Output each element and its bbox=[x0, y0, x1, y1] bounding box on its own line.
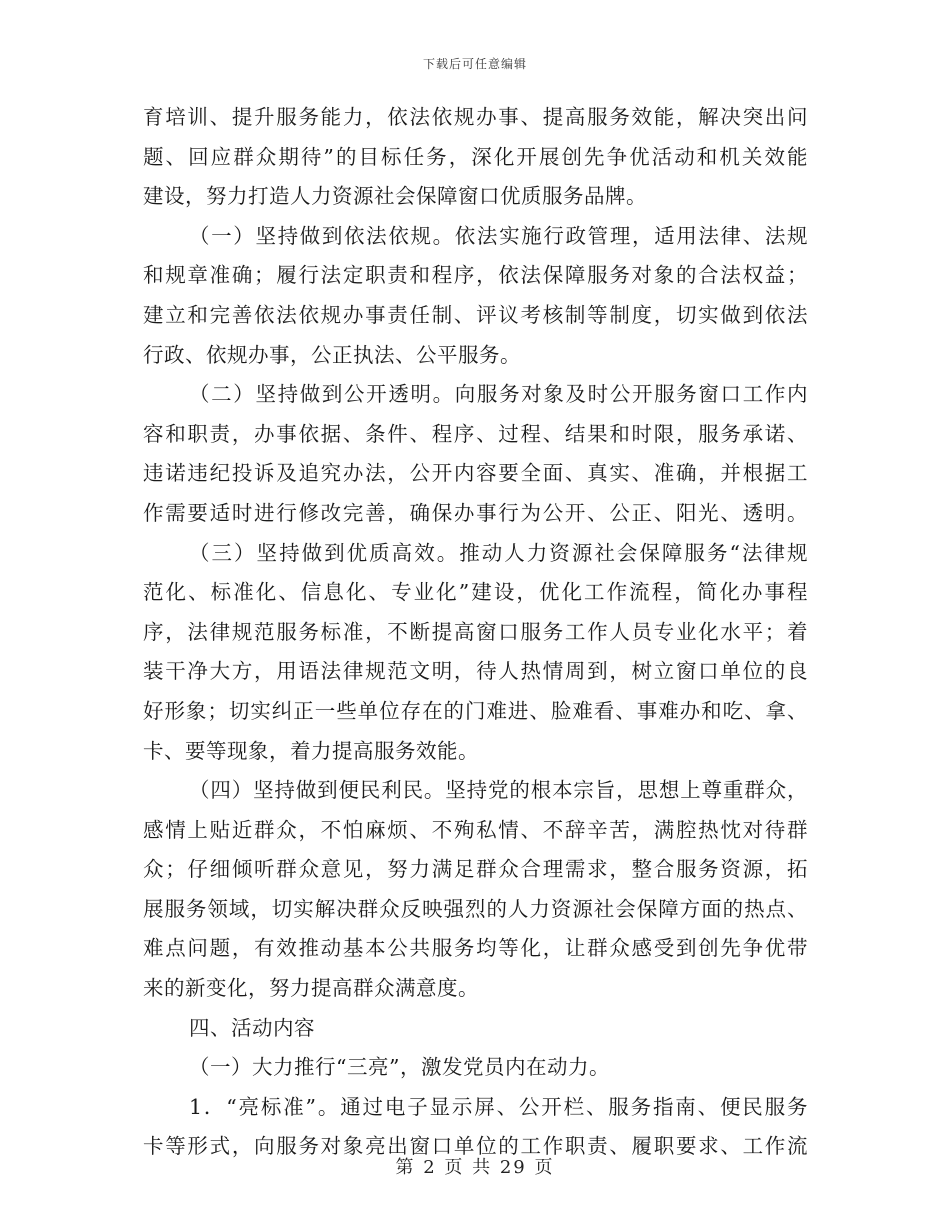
text-line: （四）坚持做到便民利民。坚持党的根本宗旨，思想上尊重群众， bbox=[189, 778, 808, 803]
document-body bbox=[143, 98, 808, 1167]
section-heading: 四、活动内容 bbox=[189, 1015, 315, 1040]
text-line: 来的新变化，努力提高群众满意度。 bbox=[143, 976, 479, 1001]
text-line: 建立和完善依法依规办事责任制、评议考核制等制度，切实做到依法 bbox=[143, 302, 808, 327]
text-line: 卡、要等现象，着力提高服务效能。 bbox=[143, 738, 479, 763]
subsection-heading: （一）大力推行“三亮”，激发党员内在动力。 bbox=[189, 1055, 610, 1080]
text-line: 序，法律规范服务标准，不断提高窗口服务工作人员专业化水平；着 bbox=[143, 619, 808, 644]
text-line: 题、回应群众期待”的目标任务，深化开展创先争优活动和机关效能 bbox=[143, 144, 808, 169]
text-line: 难点问题，有效推动基本公共服务均等化，让群众感受到创先争优带 bbox=[143, 936, 808, 961]
text-line: 容和职责，办事依据、条件、程序、过程、结果和时限，服务承诺、 bbox=[143, 421, 808, 446]
text-line: 和规章准确；履行法定职责和程序，依法保障服务对象的合法权益； bbox=[143, 263, 808, 288]
page-header: 下载后可任意编辑 bbox=[422, 57, 527, 71]
text-line: 建设，努力打造人力资源社会保障窗口优质服务品牌。 bbox=[143, 184, 647, 209]
text-line: 众；仔细倾听群众意见，努力满足群众合理需求，整合服务资源，拓 bbox=[143, 857, 808, 882]
text-line: （一）坚持做到依法依规。依法实施行政管理，适用法律、法规 bbox=[189, 223, 808, 248]
text-line: （二）坚持做到公开透明。向服务对象及时公开服务窗口工作内 bbox=[189, 382, 808, 407]
text-line: 范化、标准化、信息化、专业化”建设，优化工作流程，简化办事程 bbox=[143, 580, 808, 605]
text-line: 展服务领域，切实解决群众反映强烈的人力资源社会保障方面的热点、 bbox=[143, 896, 808, 921]
text-line: 违诺违纪投诉及追究办法，公开内容要全面、真实、准确，并根据工 bbox=[143, 461, 808, 486]
text-line: 装干净大方，用语法律规范文明，待人热情周到，树立窗口单位的良 bbox=[143, 659, 808, 684]
text-line: 感情上贴近群众，不怕麻烦、不殉私情、不辞辛苦，满腔热忱对待群 bbox=[143, 817, 808, 842]
text-line: 行政、依规办事，公正执法、公平服务。 bbox=[143, 342, 521, 367]
text-line: 育培训、提升服务能力，依法依规办事、提高服务效能，解决突出问 bbox=[143, 105, 808, 129]
text-line: 好形象；切实纠正一些单位存在的门难进、脸难看、事难办和吃、拿、 bbox=[143, 698, 808, 723]
page-footer: 第 2 页 共 29 页 bbox=[395, 1157, 555, 1178]
text-line: （三）坚持做到优质高效。推动人力资源社会保障服务“法律规 bbox=[189, 540, 808, 565]
text-line: 1．“亮标准”。通过电子显示屏、公开栏、服务指南、便民服务 bbox=[189, 1094, 808, 1119]
text-line: 卡等形式，向服务对象亮出窗口单位的工作职责、履职要求、工作流 bbox=[143, 1134, 808, 1159]
text-line: 作需要适时进行修改完善，确保办事行为公开、公正、阳光、透明。 bbox=[143, 500, 808, 525]
